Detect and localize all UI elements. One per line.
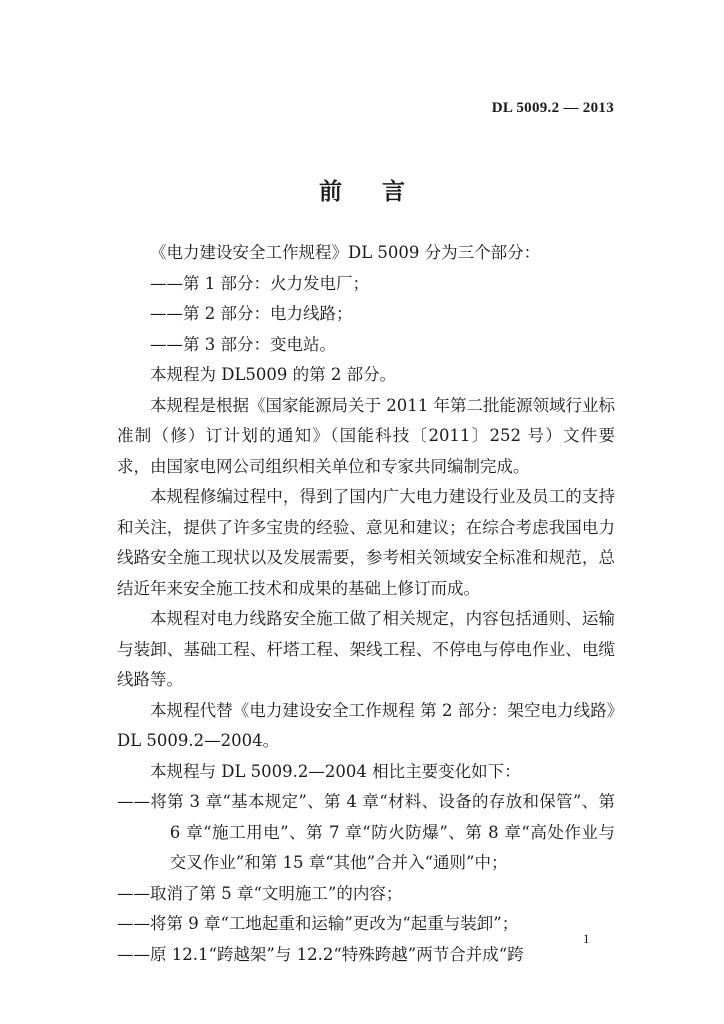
preface-body (117, 238, 615, 970)
paragraph-scope: 本规程对电力线路安全施工做了相关规定，内容包括通则、运输与装卸、基础工程、杆塔工程、架线工程、不停电与停电作业、电缆线路等。 (117, 609, 615, 689)
list-item-change-2: ——取消了第 5 章“文明施工”的内容； (117, 883, 403, 903)
list-item-part-2: ——第 2 部分：电力线路； (150, 304, 353, 323)
list-item-part-1: ——第 1 部分：火力发电厂； (150, 273, 369, 293)
paragraph-changes-intro: 本规程与 DL 5009.2—2004 相比主要变化如下： (150, 761, 521, 781)
paragraph-basis: 本规程是根据《国家能源局关于 2011 年第二批能源领域行业标准制（修）订计划的通知》（国能科技〔2011〕252 号）文件要求，由国家电网公司组织相关单位和专家共同编制完成。 (117, 395, 615, 476)
paragraph-revision-process: 本规程修编过程中，得到了国内广大电力建设行业及员工的支持和关注，提供了许多宝贵的经验、意见和建议；在综合考虑我国电力线路安全施工现状以及发展需要，参考相关领域安全标准和规范，总结近年来安全施工技术和成果的基础上修订而成。 (117, 487, 615, 598)
list-item-change-4: ——原 12.1“跨越架”与 12.2“特殊跨越”两节合并成“跨 (117, 944, 524, 964)
list-item-change-1: ——将第 3 章“基本规定”、第 4 章“材料、设备的存放和保管”、第 6 章“施工用电”、第 7 章“防火防爆”、第 8 章“高处作业与交叉作业”和第 15 章“其他”合并入“通则”中； (117, 792, 615, 872)
paragraph-this-part: 本规程为 DL5009 的第 2 部分。 (150, 365, 397, 384)
page-title: 前言 (319, 178, 445, 205)
paragraph-parts-intro: 《电力建设安全工作规程》DL 5009 分为三个部分： (150, 243, 541, 262)
list-item-change-3: ——将第 9 章“工地起重和运输”更改为“起重与装卸”； (117, 914, 519, 933)
list-item-part-3: ——第 3 部分：变电站。 (150, 334, 336, 354)
page-number: 1 (583, 931, 590, 946)
document-code: DL 5009.2 — 2013 (491, 100, 614, 116)
paragraph-replaces: 本规程代替《电力建设安全工作规程 第 2 部分：架空电力线路》DL 5009.2—2004。 (117, 700, 615, 750)
